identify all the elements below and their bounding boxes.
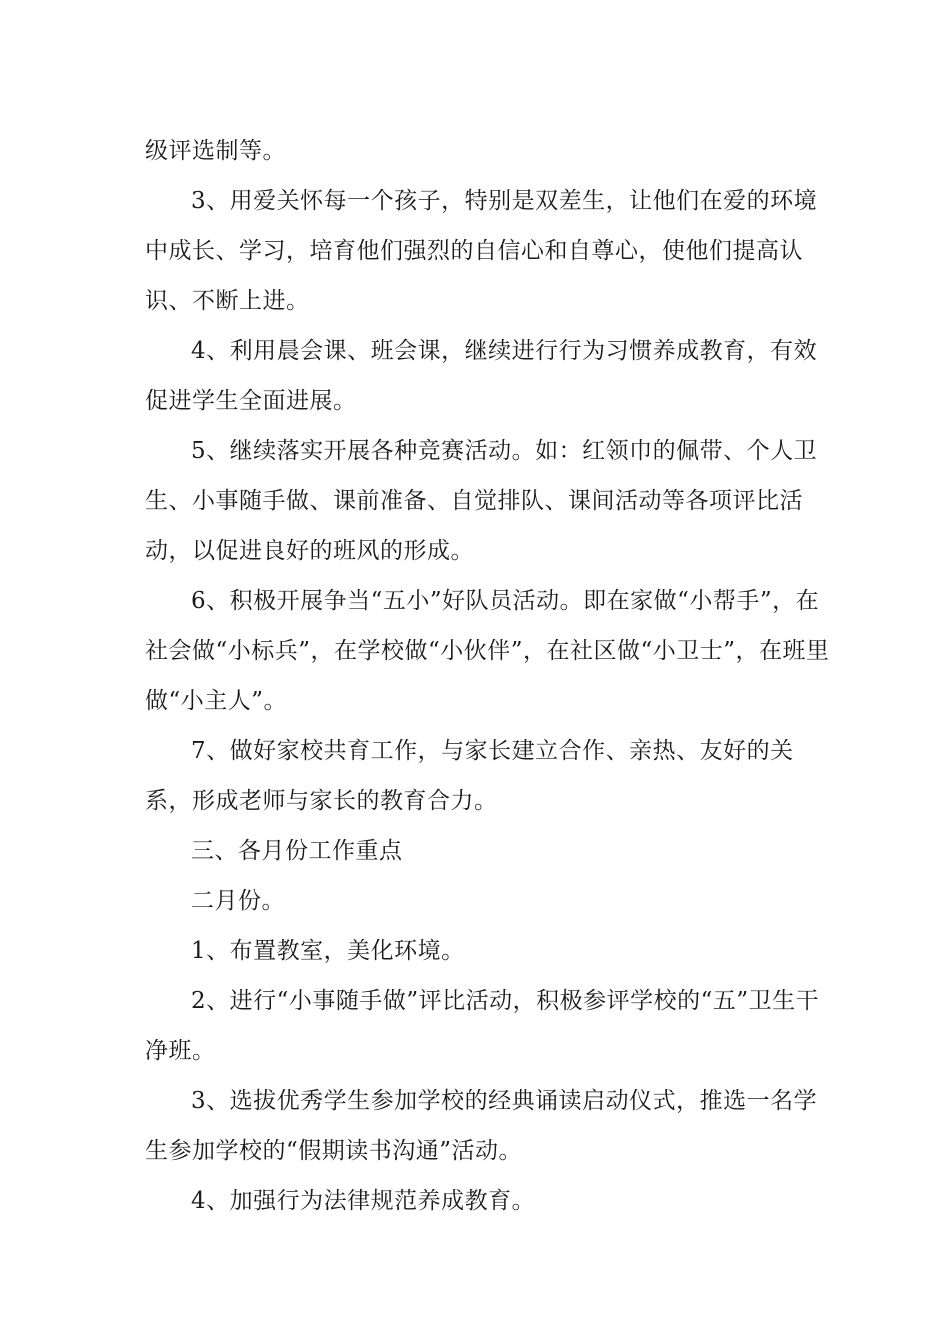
month-item-1: 1、布置教室，美化环境。	[191, 938, 465, 964]
section-heading: 三、各月份工作重点	[191, 838, 403, 864]
paragraph-item-6: 6、积极开展争当“五小”好队员活动。即在家做“小帮手”，在社会做“小标兵”，在学校做“小伙伴”，在社区做“小卫士”，在班里做“小主人”。	[145, 588, 830, 714]
document-body	[145, 126, 830, 1226]
month-item-2: 2、进行“小事随手做”评比活动，积极参评学校的“五”卫生干净班。	[145, 988, 820, 1064]
paragraph-item-5: 5、继续落实开展各种竞赛活动。如：红领巾的佩带、个人卫生、小事随手做、课前准备、自觉排队、课间活动等各项评比活动，以促进良好的班风的形成。	[145, 438, 818, 564]
paragraph-continuation: 级评选制等。	[145, 138, 286, 164]
month-item-3: 3、选拔优秀学生参加学校的经典诵读启动仪式，推选一名学生参加学校的“假期读书沟通”活动。	[145, 1088, 818, 1164]
month-item-4: 4、加强行为法律规范养成教育。	[191, 1188, 536, 1214]
paragraph-item-7: 7、做好家校共育工作，与家长建立合作、亲热、友好的关系，形成老师与家长的教育合力。	[145, 738, 794, 814]
month-heading: 二月份。	[191, 888, 285, 914]
paragraph-item-3: 3、用爱关怀每一个孩子，特别是双差生，让他们在爱的环境中成长、学习，培育他们强烈的自信心和自尊心，使他们提高认识、不断上进。	[145, 188, 818, 314]
paragraph-item-4: 4、利用晨会课、班会课，继续进行行为习惯养成教育，有效促进学生全面进展。	[145, 338, 818, 414]
